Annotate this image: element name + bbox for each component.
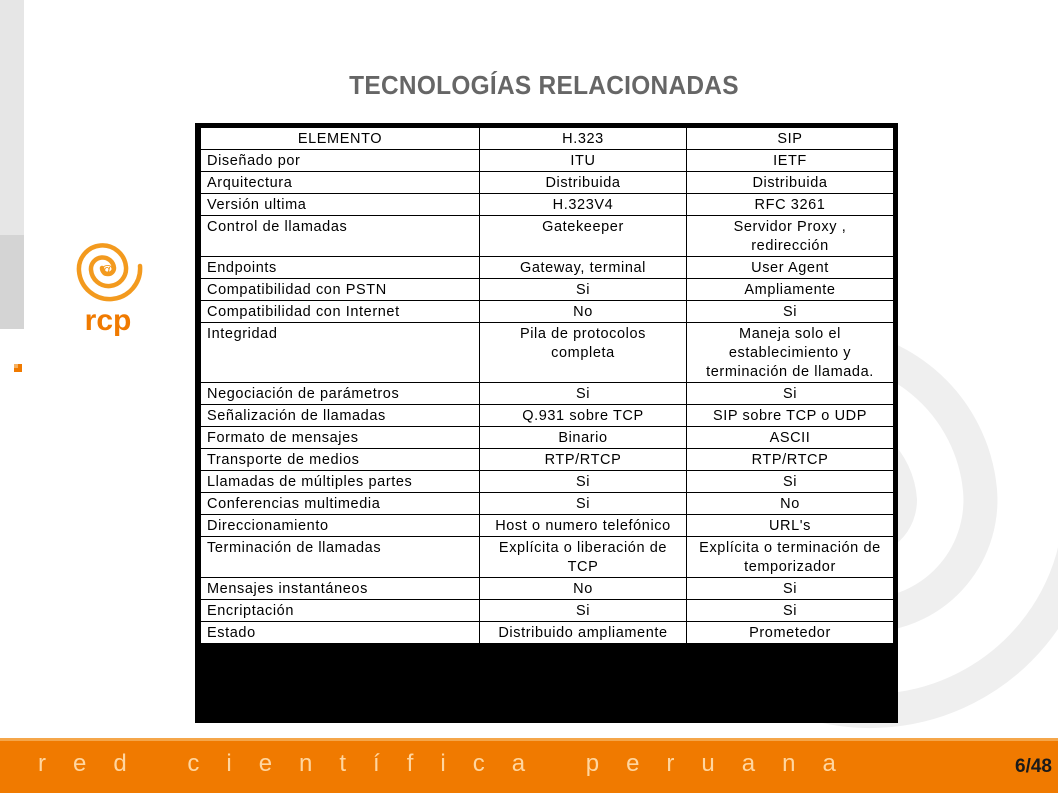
table-row <box>201 600 894 622</box>
row-h323-cell: Si <box>480 471 687 493</box>
row-h323-cell: Distribuido ampliamente <box>480 622 687 644</box>
table-row <box>201 405 894 427</box>
row-element-cell: Estado <box>201 622 480 644</box>
table-row <box>201 427 894 449</box>
row-sip-cell: Maneja solo el establecimiento y terminación de llamada. <box>687 323 894 383</box>
row-sip-cell: Distribuida <box>687 172 894 194</box>
row-h323-cell: No <box>480 301 687 323</box>
row-h323-cell: Si <box>480 493 687 515</box>
row-h323-cell: Gatekeeper <box>480 216 687 257</box>
row-sip-cell: URL's <box>687 515 894 537</box>
table-row <box>201 194 894 216</box>
row-h323-cell: Explícita o liberación de TCP <box>480 537 687 578</box>
row-h323-cell: RTP/RTCP <box>480 449 687 471</box>
row-element-cell: Compatibilidad con PSTN <box>201 279 480 301</box>
row-h323-cell: H.323V4 <box>480 194 687 216</box>
row-sip-cell: Ampliamente <box>687 279 894 301</box>
header-h323: H.323 <box>480 128 687 150</box>
footer-tagline: red científica peruana <box>38 750 863 777</box>
row-element-cell: Negociación de parámetros <box>201 383 480 405</box>
left-sidebar-accent <box>0 235 24 329</box>
row-element-cell: Señalización de llamadas <box>201 405 480 427</box>
table-row <box>201 216 894 257</box>
table-row <box>201 449 894 471</box>
row-h323-cell: Si <box>480 279 687 301</box>
row-h323-cell: Host o numero telefónico <box>480 515 687 537</box>
row-sip-cell: IETF <box>687 150 894 172</box>
table-row <box>201 279 894 301</box>
table-row <box>201 172 894 194</box>
row-element-cell: Conferencias multimedia <box>201 493 480 515</box>
footer-divider <box>0 738 1058 741</box>
row-h323-cell: Q.931 sobre TCP <box>480 405 687 427</box>
row-h323-cell: Si <box>480 600 687 622</box>
row-element-cell: Arquitectura <box>201 172 480 194</box>
row-h323-cell: Binario <box>480 427 687 449</box>
row-h323-cell: Distribuida <box>480 172 687 194</box>
table-row <box>201 323 894 383</box>
row-element-cell: Llamadas de múltiples partes <box>201 471 480 493</box>
row-sip-cell: RFC 3261 <box>687 194 894 216</box>
row-element-cell: Direccionamiento <box>201 515 480 537</box>
row-element-cell: Encriptación <box>201 600 480 622</box>
page-number: 6/48 <box>1015 756 1052 777</box>
comparison-table <box>200 127 894 644</box>
table-row <box>201 471 894 493</box>
row-sip-cell: Si <box>687 383 894 405</box>
row-h323-cell: ITU <box>480 150 687 172</box>
table-row <box>201 383 894 405</box>
rcp-logo-icon <box>68 228 148 336</box>
row-element-cell: Integridad <box>201 323 480 383</box>
svg-text:@: @ <box>100 262 114 277</box>
table-row <box>201 150 894 172</box>
table-header-row <box>201 128 894 150</box>
row-sip-cell: No <box>687 493 894 515</box>
svg-text:rcp: rcp <box>84 304 132 336</box>
page-title: TECNOLOGÍAS RELACIONADAS <box>349 70 739 100</box>
header-sip: SIP <box>687 128 894 150</box>
header-elemento: ELEMENTO <box>201 128 480 150</box>
table-row <box>201 537 894 578</box>
row-sip-cell: ASCII <box>687 427 894 449</box>
row-h323-cell: Si <box>480 383 687 405</box>
table-row <box>201 578 894 600</box>
table-row <box>201 622 894 644</box>
row-element-cell: Formato de mensajes <box>201 427 480 449</box>
row-sip-cell: Servidor Proxy , redirección <box>687 216 894 257</box>
table-row <box>201 515 894 537</box>
row-element-cell: Terminación de llamadas <box>201 537 480 578</box>
table-row <box>201 493 894 515</box>
orange-bullet-icon <box>14 364 22 372</box>
row-h323-cell: Gateway, terminal <box>480 257 687 279</box>
row-element-cell: Control de llamadas <box>201 216 480 257</box>
row-h323-cell: Pila de protocolos completa <box>480 323 687 383</box>
row-sip-cell: RTP/RTCP <box>687 449 894 471</box>
row-sip-cell: Si <box>687 301 894 323</box>
row-sip-cell: Prometedor <box>687 622 894 644</box>
row-h323-cell: No <box>480 578 687 600</box>
row-sip-cell: User Agent <box>687 257 894 279</box>
row-sip-cell: Si <box>687 600 894 622</box>
row-element-cell: Endpoints <box>201 257 480 279</box>
table-row <box>201 301 894 323</box>
row-sip-cell: Si <box>687 471 894 493</box>
row-element-cell: Compatibilidad con Internet <box>201 301 480 323</box>
row-sip-cell: Si <box>687 578 894 600</box>
row-element-cell: Transporte de medios <box>201 449 480 471</box>
left-sidebar-strip <box>0 0 24 235</box>
row-sip-cell: Explícita o terminación de temporizador <box>687 537 894 578</box>
row-sip-cell: SIP sobre TCP o UDP <box>687 405 894 427</box>
row-element-cell: Diseñado por <box>201 150 480 172</box>
row-element-cell: Mensajes instantáneos <box>201 578 480 600</box>
table-row <box>201 257 894 279</box>
row-element-cell: Versión ultima <box>201 194 480 216</box>
